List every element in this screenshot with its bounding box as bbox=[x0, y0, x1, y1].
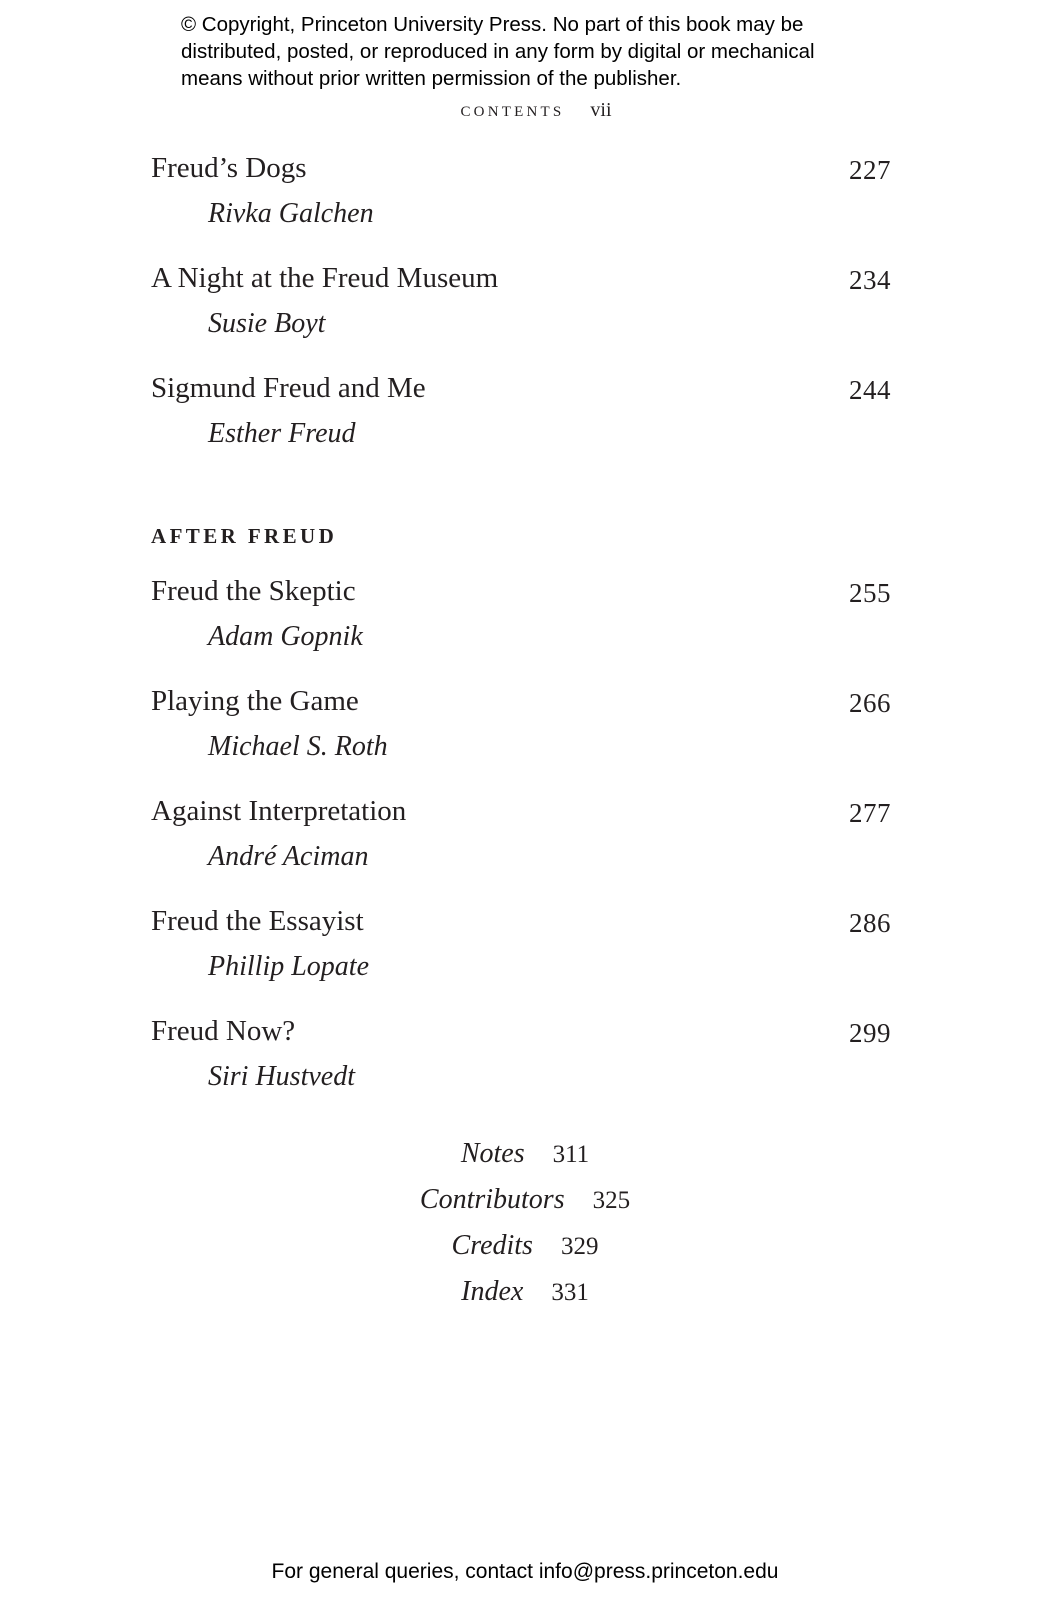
running-head bbox=[0, 99, 1050, 122]
toc-entry-title: Freud the Skeptic bbox=[151, 575, 356, 607]
section-heading: AFTER FREUD bbox=[151, 524, 338, 548]
toc-entry-title: Playing the Game bbox=[151, 685, 359, 717]
toc-entry-page: 277 bbox=[849, 798, 891, 828]
backmatter-line bbox=[0, 1276, 1050, 1308]
toc-entry-author: Michael S. Roth bbox=[208, 731, 388, 762]
backmatter-title: Credits bbox=[451, 1230, 533, 1261]
copyright-line: means without prior written permission of the publisher. bbox=[181, 67, 682, 90]
page-folio: vii bbox=[590, 99, 612, 121]
toc-entry-author: André Aciman bbox=[208, 841, 369, 872]
backmatter-line bbox=[0, 1138, 1050, 1170]
toc-entry-page: 299 bbox=[849, 1018, 891, 1048]
backmatter-page: 325 bbox=[592, 1187, 631, 1214]
toc-entry bbox=[151, 793, 891, 875]
toc-entry bbox=[151, 903, 891, 985]
toc-entry-author: Adam Gopnik bbox=[208, 621, 363, 652]
toc-entry-author: Siri Hustvedt bbox=[208, 1061, 355, 1092]
toc-entry-title: A Night at the Freud Museum bbox=[151, 262, 499, 294]
toc-entry-title: Freud Now? bbox=[151, 1015, 296, 1047]
toc-entry-author: Rivka Galchen bbox=[208, 198, 374, 229]
toc-entry-author: Susie Boyt bbox=[208, 308, 326, 339]
backmatter-line bbox=[0, 1184, 1050, 1216]
backmatter-page: 329 bbox=[560, 1233, 599, 1260]
toc-entry bbox=[151, 370, 891, 452]
toc-entry-title: Freud the Essayist bbox=[151, 905, 364, 937]
toc-entry-page: 244 bbox=[849, 375, 891, 405]
toc-entry-title: Against Interpretation bbox=[151, 795, 407, 827]
toc-entry-page: 227 bbox=[849, 155, 891, 185]
toc-entry-page: 234 bbox=[849, 265, 891, 295]
toc-entry-page: 266 bbox=[849, 688, 891, 718]
running-head-label: CONTENTS bbox=[460, 104, 565, 120]
backmatter-title: Index bbox=[461, 1276, 524, 1307]
backmatter-line bbox=[0, 1230, 1050, 1262]
backmatter-page: 311 bbox=[552, 1141, 590, 1168]
toc-entry-author: Esther Freud bbox=[208, 418, 356, 449]
copyright-line: distributed, posted, or reproduced in any form by digital or mechanical bbox=[181, 40, 815, 63]
backmatter-page: 331 bbox=[551, 1279, 589, 1306]
toc-entry-author: Phillip Lopate bbox=[208, 951, 369, 982]
toc-entry-title: Sigmund Freud and Me bbox=[151, 372, 426, 404]
copyright-line: © Copyright, Princeton University Press. No part of this book may be bbox=[181, 13, 804, 36]
toc-entry-page: 255 bbox=[849, 578, 891, 608]
footer-contact: For general queries, contact info@press.princeton.edu bbox=[271, 1560, 779, 1583]
toc-entry bbox=[151, 260, 891, 342]
backmatter-title: Notes bbox=[460, 1138, 525, 1169]
toc-entry bbox=[151, 1013, 891, 1095]
toc-entry bbox=[151, 150, 891, 232]
backmatter-title: Contributors bbox=[419, 1184, 565, 1215]
toc-entry-title: Freud’s Dogs bbox=[151, 152, 307, 184]
toc-entry bbox=[151, 683, 891, 765]
toc-entry bbox=[151, 573, 891, 655]
toc-entry-page: 286 bbox=[849, 908, 891, 938]
copyright-notice bbox=[181, 11, 901, 92]
